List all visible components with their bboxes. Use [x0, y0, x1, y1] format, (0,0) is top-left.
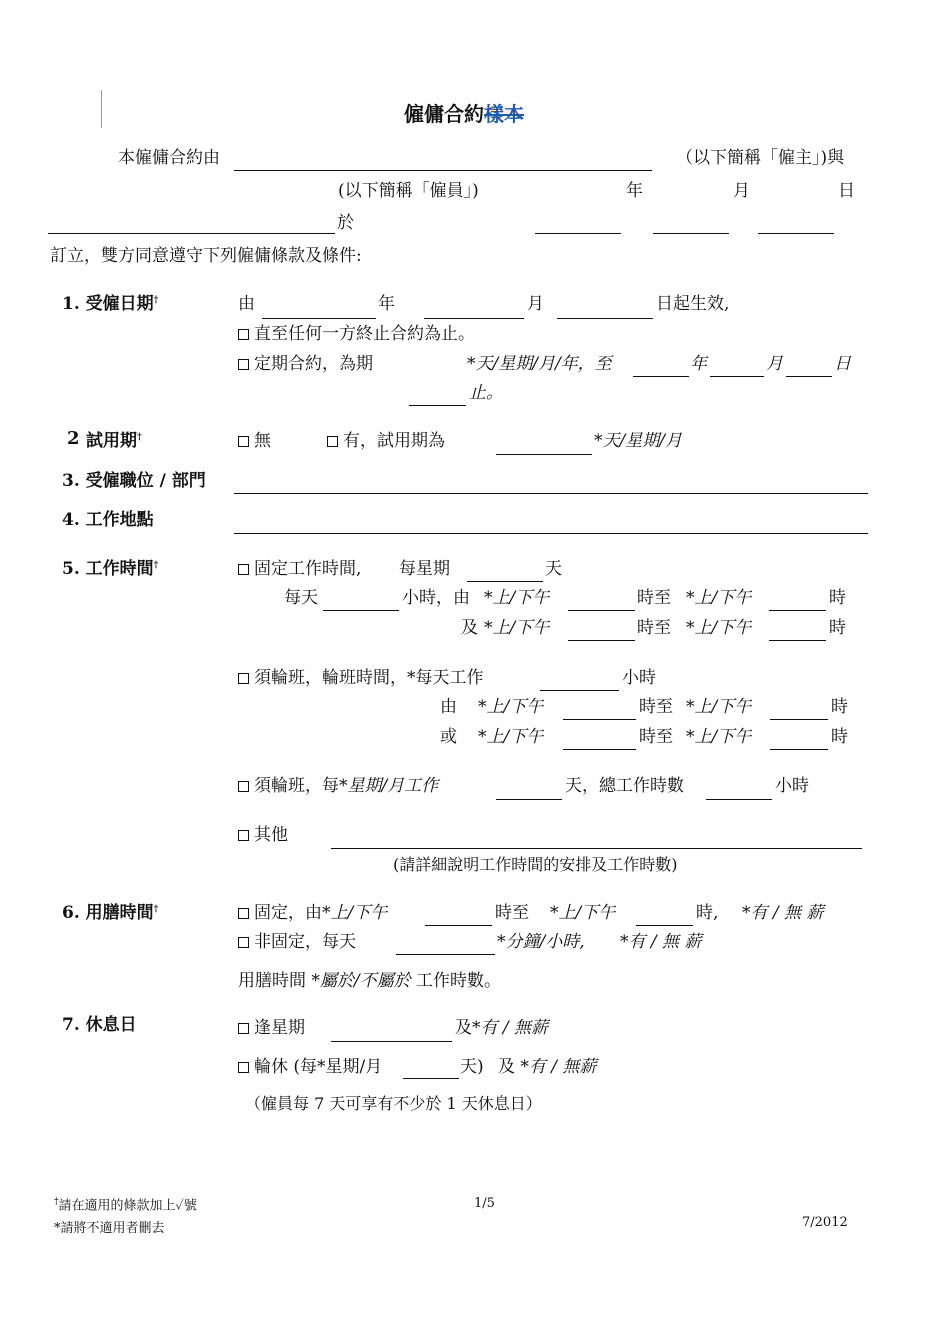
s4-location-blank[interactable] — [234, 533, 868, 534]
s5-option-shift-period[interactable]: 須輪班，每*星期/月工作 — [238, 778, 438, 795]
s6-option-fixed[interactable]: 固定，由*上/下午 — [238, 905, 387, 922]
s5-from: 由 — [440, 697, 457, 717]
s5-and: 及 — [461, 618, 478, 638]
s5-hours-blank[interactable] — [323, 610, 399, 611]
checkbox-icon[interactable] — [238, 1023, 249, 1034]
s2-period-blank[interactable] — [496, 454, 592, 455]
checkbox-icon[interactable] — [238, 564, 249, 575]
page-number: 1/5 — [474, 1196, 495, 1211]
s5-to-2: 時至 — [637, 618, 671, 638]
s5-total-hours-blank[interactable] — [706, 799, 772, 800]
s7-days-blank[interactable] — [403, 1078, 459, 1079]
s5-ampm-2: *上/下午 — [686, 588, 752, 608]
s5-to-1: 時至 — [637, 588, 671, 608]
s1-month: 月 — [527, 294, 544, 314]
s5-hour-3: 時 — [831, 697, 848, 717]
s5-ampm-4: *上/下午 — [686, 618, 752, 638]
s5-shift-days-blank[interactable] — [496, 799, 562, 800]
s5-other-blank[interactable] — [331, 848, 862, 849]
s6-end-blank[interactable] — [636, 925, 693, 926]
s1-from: 由 — [238, 294, 255, 314]
s5-total-hours-label: 天，總工作時數 — [565, 776, 684, 796]
s5-option-shift[interactable]: 須輪班，輪班時間，*每天工作 — [238, 670, 484, 687]
intro-month: 月 — [733, 181, 750, 201]
s1-fixed-units: *天/星期/月/年，至 — [467, 354, 612, 374]
s5-shift-end-1-blank[interactable] — [770, 719, 828, 720]
s6-paid-1: *有 / 無 薪 — [742, 903, 824, 923]
s6-start-blank[interactable] — [425, 925, 492, 926]
s5-shift-hours: 小時 — [622, 668, 656, 688]
s5-ampm-5: *上/下午 — [478, 697, 544, 717]
s6-hour: 時, — [696, 903, 719, 923]
page-title: 僱傭合約樣本 — [404, 102, 524, 126]
s6-paid-2: *有 / 無 薪 — [620, 932, 702, 952]
checkbox-icon[interactable] — [238, 937, 249, 948]
s2-units: *天/星期/月 — [594, 431, 682, 451]
checkbox-icon[interactable] — [238, 1062, 249, 1073]
intro-day: 日 — [838, 181, 855, 201]
s6-to: 時至 — [495, 903, 529, 923]
s6-heading: 6. 用膳時間† — [62, 903, 159, 923]
checkbox-icon[interactable] — [238, 830, 249, 841]
s5-hours-from: 小時，由 — [402, 588, 470, 608]
s5-end-1-blank[interactable] — [769, 610, 826, 611]
s5-per-week: 每星期 — [399, 559, 450, 579]
s7-paid-2: 及 *有 / 無薪 — [498, 1057, 597, 1077]
margin-marker — [101, 90, 102, 128]
intro-agreement: 訂立，雙方同意遵守下列僱傭條款及條件: — [50, 246, 362, 266]
checkbox-icon[interactable] — [327, 436, 338, 447]
s5-hour-1: 時 — [829, 588, 846, 608]
sign-year-blank[interactable] — [535, 233, 621, 234]
s6-belong: 用膳時間 *屬於/不屬於 工作時數。 — [238, 971, 502, 991]
s5-ampm-1: *上/下午 — [484, 588, 550, 608]
s1-end-day: 日 — [834, 354, 851, 374]
checkbox-icon[interactable] — [238, 781, 249, 792]
s3-heading: 3. 受僱職位 / 部門 — [62, 471, 206, 491]
s5-shift-end-2-blank[interactable] — [770, 749, 828, 750]
sign-month-blank[interactable] — [653, 233, 729, 234]
s7-paid-1: 及*有 / 無薪 — [455, 1018, 549, 1038]
s5-to-3: 時至 — [639, 697, 673, 717]
s5-shift-start-2-blank[interactable] — [563, 749, 636, 750]
s7-note: （僱員每 7 天可享有不少於 1 天休息日） — [245, 1094, 542, 1113]
s5-per-day: 每天 — [284, 588, 318, 608]
s5-total-hours-unit: 小時 — [775, 776, 809, 796]
s1-end-day-blank[interactable] — [786, 376, 832, 377]
s1-option-indefinite[interactable]: 直至任何一方終止合約為止。 — [238, 326, 475, 343]
s7-heading: 7. 休息日 — [62, 1015, 137, 1035]
s5-other-note: (請詳細說明工作時間的安排及工作時數) — [393, 855, 678, 874]
s1-end-year-blank[interactable] — [633, 376, 689, 377]
s5-hour-4: 時 — [831, 727, 848, 747]
s1-period-blank[interactable] — [409, 405, 466, 406]
footer-note-delete: *請將不適用者刪去 — [54, 1221, 165, 1236]
s6-ampm-2: *上/下午 — [550, 903, 616, 923]
s5-ampm-7: *上/下午 — [478, 727, 544, 747]
intro-year: 年 — [626, 181, 643, 201]
s3-position-blank[interactable] — [234, 493, 868, 494]
s2-number: 2 — [67, 428, 80, 449]
s5-start-1-blank[interactable] — [568, 610, 635, 611]
s5-hour-2: 時 — [829, 618, 846, 638]
s5-days-blank[interactable] — [467, 581, 543, 582]
s5-to-4: 時至 — [639, 727, 673, 747]
s5-day: 天 — [545, 559, 562, 579]
checkbox-icon[interactable] — [238, 359, 249, 370]
s5-ampm-3: *上/下午 — [484, 618, 550, 638]
s5-start-2-blank[interactable] — [568, 640, 635, 641]
s1-end-month: 月 — [766, 354, 783, 374]
s1-year-blank[interactable] — [262, 318, 376, 319]
s5-ampm-8: *上/下午 — [686, 727, 752, 747]
employee-blank[interactable] — [48, 233, 335, 234]
intro-prefix: 本僱傭合約由 — [118, 148, 220, 168]
s1-month-blank[interactable] — [424, 318, 524, 319]
s1-end-month-blank[interactable] — [710, 376, 764, 377]
intro-at: 於 — [337, 213, 354, 233]
s1-year: 年 — [378, 294, 395, 314]
sign-day-blank[interactable] — [758, 233, 834, 234]
s1-heading: 1. 受僱日期† — [62, 294, 159, 314]
s7-option-rotating[interactable]: 輪休 (每*星期/月 — [238, 1059, 382, 1076]
s1-day-blank[interactable] — [557, 318, 653, 319]
s5-shift-hours-blank[interactable] — [540, 690, 619, 691]
s5-option-other[interactable]: 其他 — [238, 827, 288, 844]
title-tail: 樣本 — [484, 102, 524, 126]
s5-or: 或 — [440, 727, 457, 747]
s2-option-no[interactable]: 無 — [238, 433, 271, 450]
s1-end: 止。 — [469, 383, 503, 403]
s5-option-fixed[interactable]: 固定工作時間, — [238, 561, 361, 578]
s7-weekday-blank[interactable] — [331, 1041, 452, 1042]
s2-option-yes[interactable]: 有，試用期為 — [327, 433, 445, 450]
checkbox-icon[interactable] — [238, 329, 249, 340]
s7-days-close: 天) — [460, 1057, 484, 1077]
s5-shift-start-1-blank[interactable] — [563, 719, 636, 720]
s1-option-fixed[interactable]: 定期合約，為期 — [238, 356, 373, 373]
checkbox-icon[interactable] — [238, 908, 249, 919]
checkbox-icon[interactable] — [238, 436, 249, 447]
s6-option-nonfixed[interactable]: 非固定，每天 — [238, 934, 356, 951]
checkbox-icon[interactable] — [238, 673, 249, 684]
footer-date: 7/2012 — [802, 1215, 848, 1230]
s2-heading: 試用期† — [86, 431, 142, 451]
s1-start: 日起生效, — [656, 294, 730, 314]
s7-option-weekly[interactable]: 逢星期 — [238, 1020, 305, 1037]
s4-heading: 4. 工作地點 — [62, 510, 154, 530]
s5-heading: 5. 工作時間† — [62, 559, 159, 579]
s6-duration-blank[interactable] — [396, 954, 495, 955]
intro-employer-suffix: （以下簡稱「僱主」)與 — [676, 148, 845, 168]
s1-end-year: 年 — [690, 354, 707, 374]
intro-employee-label: (以下簡稱「僱員」) — [338, 181, 479, 201]
footer-note-check: †請在適用的條款加上✓號 — [54, 1197, 197, 1214]
s5-end-2-blank[interactable] — [769, 640, 826, 641]
s5-ampm-6: *上/下午 — [686, 697, 752, 717]
s6-units: *分鐘/小時, — [497, 932, 585, 952]
employer-blank[interactable] — [234, 170, 652, 171]
